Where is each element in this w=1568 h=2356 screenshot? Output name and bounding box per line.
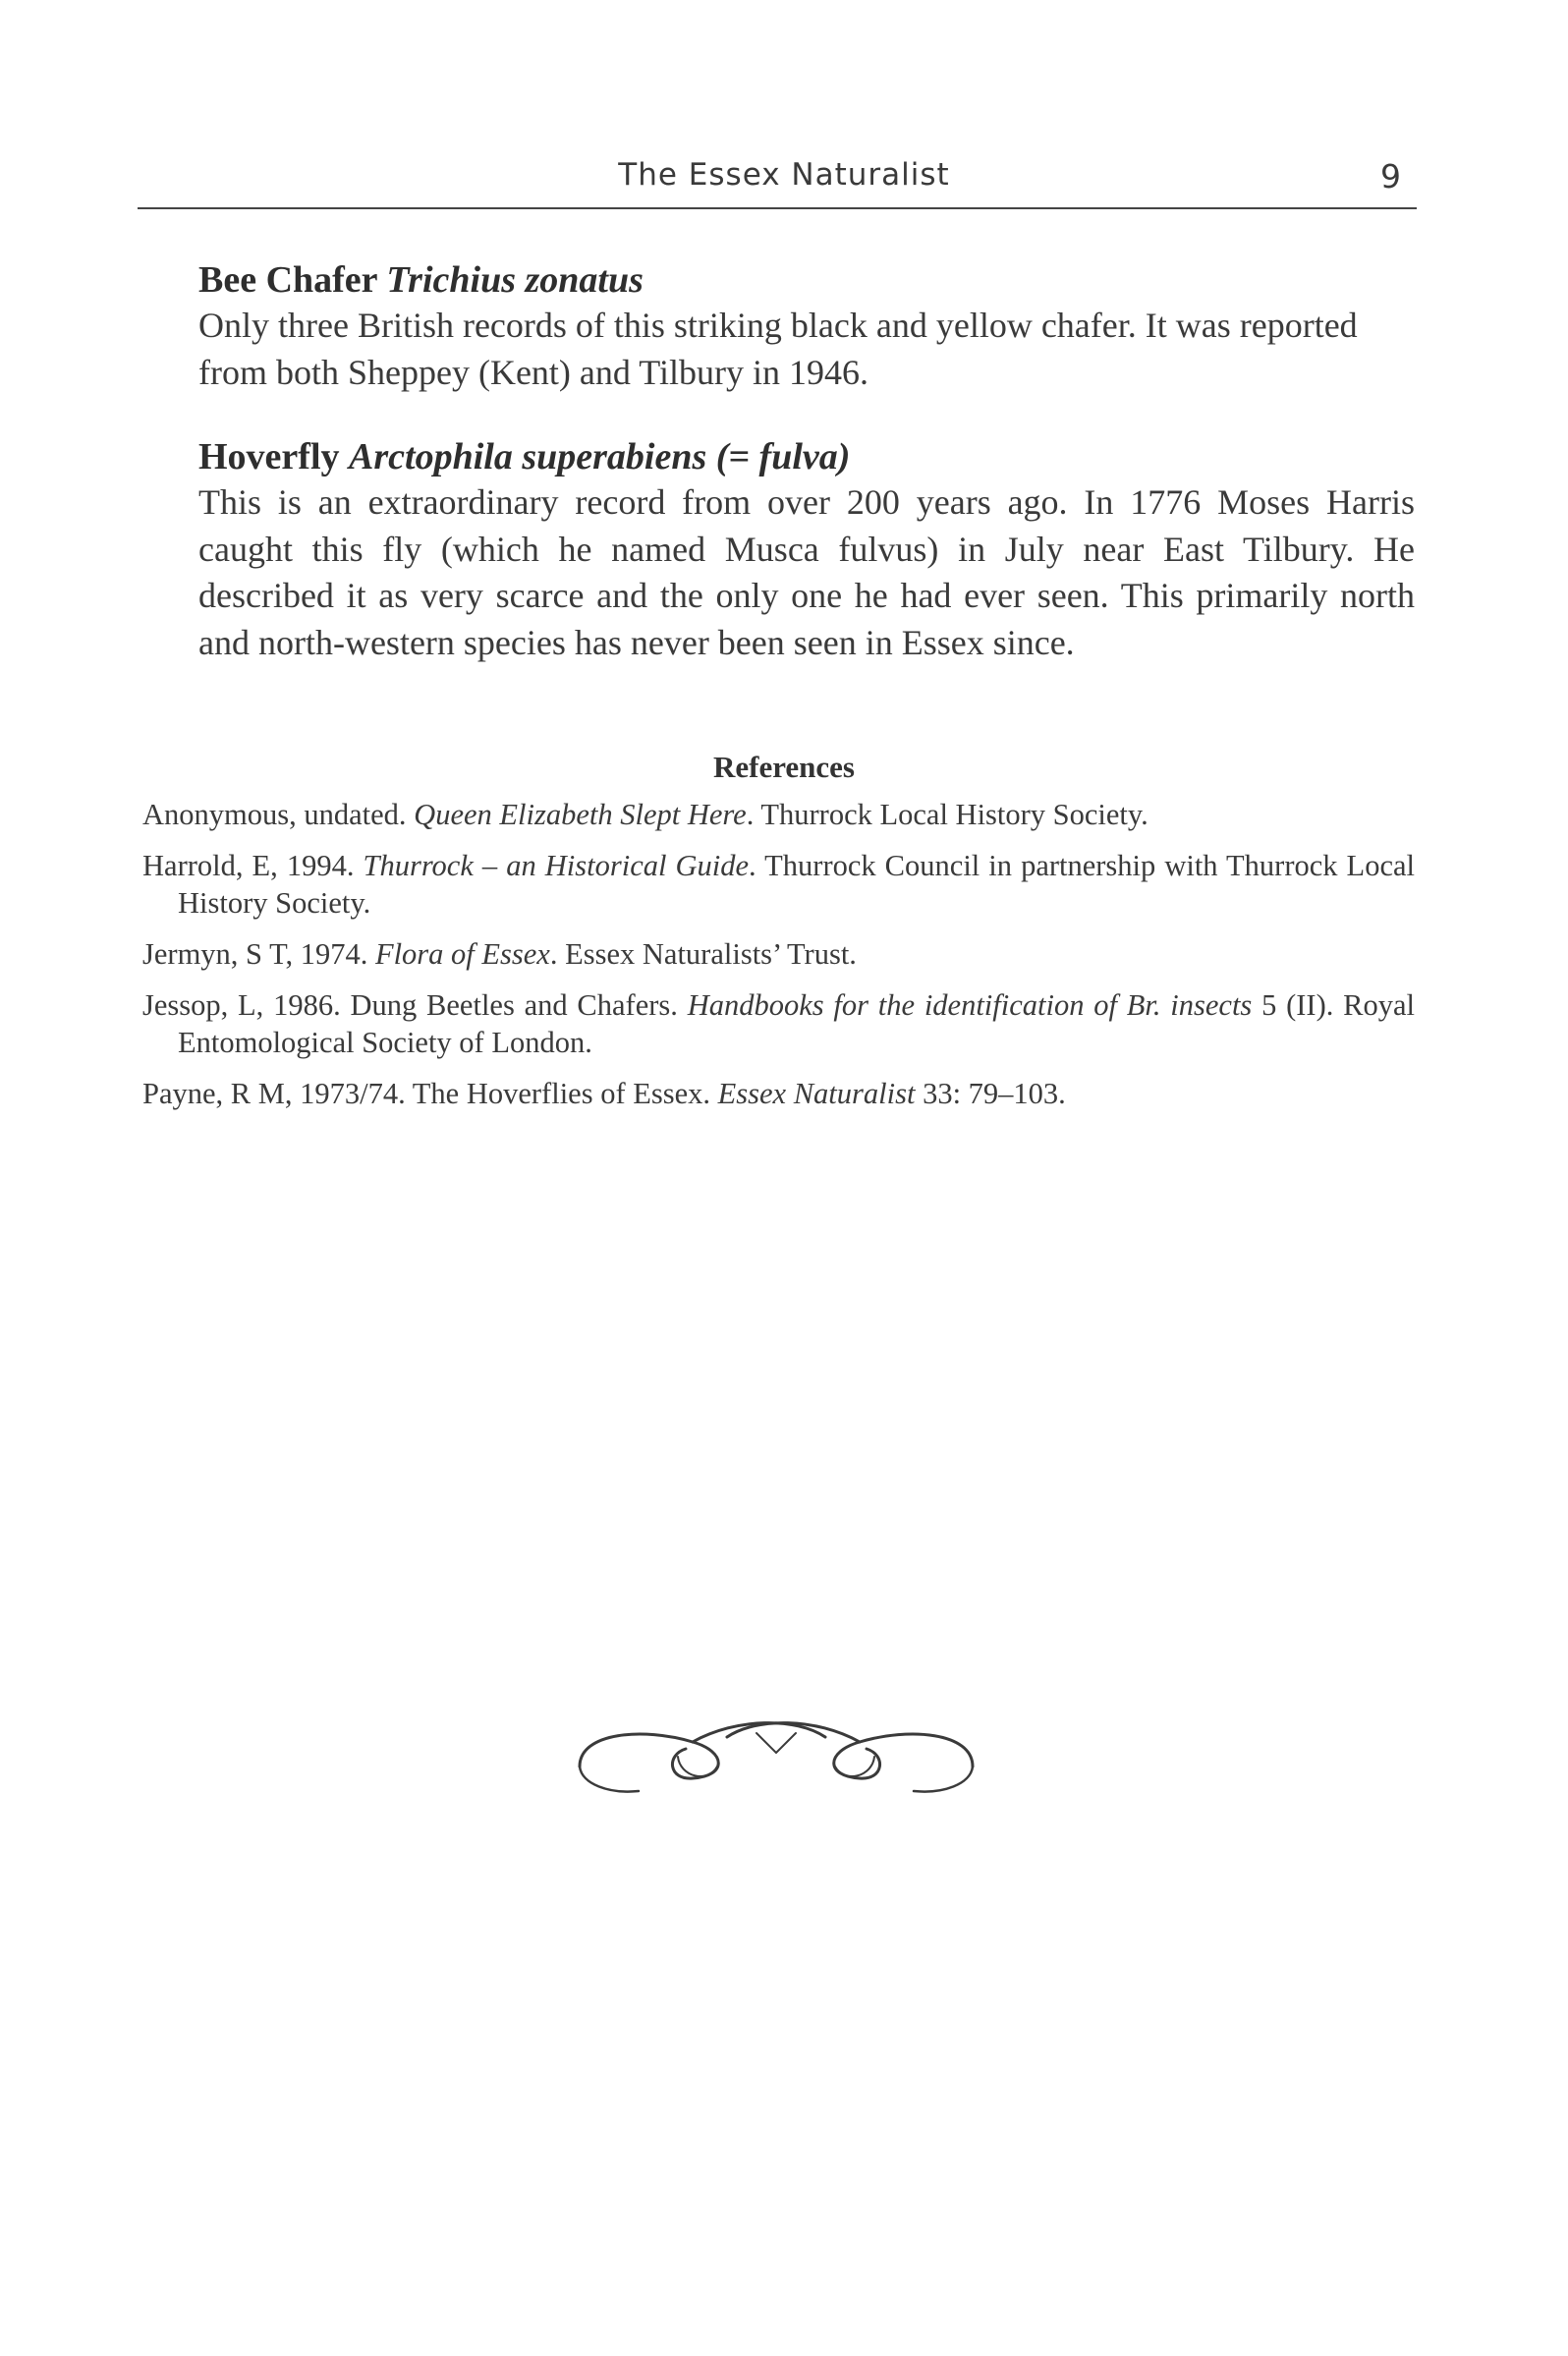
section-body: Only three British records of this striking black and yellow chafer. It was reported from both Sheppey (Kent) and Tilbury in 1946. xyxy=(198,306,1358,392)
reference-item: Payne, R M, 1973/74. The Hoverflies of Essex. Essex Naturalist 33: 79–103. xyxy=(142,1077,1066,1110)
page-number: 9 xyxy=(1380,157,1401,196)
section-heading xyxy=(198,434,1415,479)
references-title: References xyxy=(712,750,855,784)
references-list xyxy=(142,796,1415,1126)
header-rule xyxy=(138,207,1417,209)
heading-synonym: (= fulva) xyxy=(715,436,851,477)
reference-title: Flora of Essex xyxy=(374,937,550,971)
reference-title: Essex Naturalist xyxy=(717,1077,916,1110)
reference-item: Jessop, L, 1986. Dung Beetles and Chafers. Handbooks for the identification of Br. insects 5 (II). Royal Entomological Society of London. xyxy=(142,988,1415,1059)
reference-item: Harrold, E, 1994. Thurrock – an Historical Guide. Thurrock Council in partnership with Thurrock Local History Society. xyxy=(142,849,1415,920)
heading-species-name: Trichius zonatus xyxy=(386,259,644,301)
scroll-ornament-icon xyxy=(570,1698,982,1806)
heading-common-name: Bee Chafer xyxy=(198,259,377,301)
reference-title: Thurrock – an Historical Guide xyxy=(363,849,750,882)
heading-species-name: Arctophila superabiens xyxy=(349,436,707,477)
section-body: This is an extraordinary record from over 200 years ago. In 1776 Moses Harris caught this fly (which he named Musca fulvus) in July near East Tilbury. He described it as very scarce and the only one he had ever seen. This primarily north and north-western species has never been seen in Essex since. xyxy=(198,482,1415,662)
reference-item: Jermyn, S T, 1974. Flora of Essex. Essex Naturalists’ Trust. xyxy=(142,937,857,971)
reference-item: Anonymous, undated. Queen Elizabeth Slept Here. Thurrock Local History Society. xyxy=(142,798,1148,831)
heading-common-name: Hoverfly xyxy=(198,436,340,477)
reference-title: Handbooks for the identification of Br. insects xyxy=(687,988,1253,1022)
section-heading xyxy=(198,257,1415,303)
running-header-title: The Essex Naturalist xyxy=(618,157,950,193)
section-bee-chafer xyxy=(198,257,1415,396)
reference-title: Queen Elizabeth Slept Here xyxy=(414,798,747,831)
section-hoverfly xyxy=(198,434,1415,666)
